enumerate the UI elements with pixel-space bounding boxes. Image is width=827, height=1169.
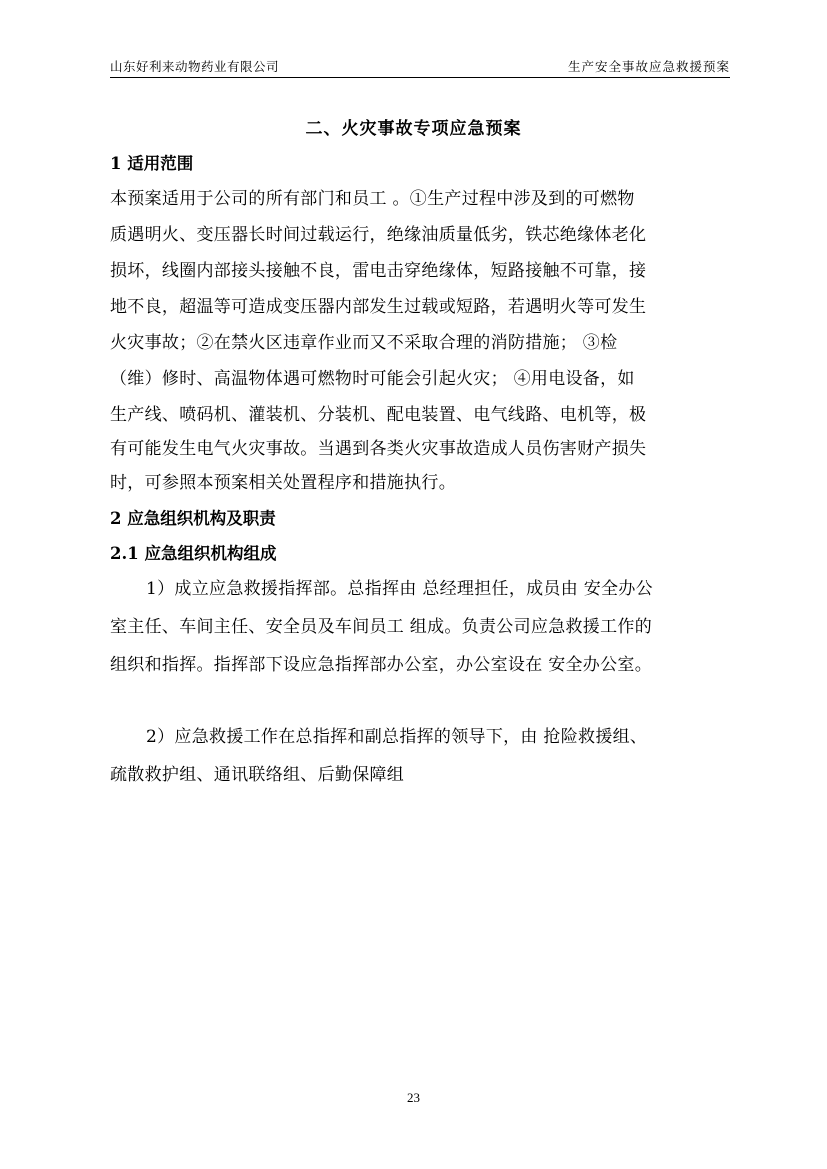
header-doc-title: 生产安全事故应急救援预案 — [567, 59, 730, 74]
paragraph-line: 地不良，超温等可造成变压器内部发生过载或短路，若遇明火等可发生 — [110, 297, 647, 317]
paragraph-line: 生产线、喷码机、灌装机、分装机、配电装置、电气线路、电机等，极 — [110, 405, 647, 425]
heading-organization: 2 应急组织机构及职责 — [110, 509, 276, 528]
section-title: 二、火灾事故专项应急预案 — [305, 119, 522, 139]
paragraph-line: 损坏，线圈内部接头接触不良，雷电击穿绝缘体，短路接触不可靠，接 — [110, 261, 647, 281]
paragraph-line: 组织和指挥。指挥部下设应急指挥部办公室，办公室设在 安全办公室。 — [110, 655, 653, 675]
page-header — [110, 55, 730, 78]
paragraph-line: 有可能发生电气火灾事故。当遇到各类火灾事故造成人员伤害财产损失 — [110, 439, 647, 459]
paragraph-line: 火灾事故；②在禁火区违章作业而又不采取合理的消防措施； ③检 — [110, 333, 618, 353]
paragraph-line: 室主任、车间主任、安全员及车间员工 组成。负责公司应急救援工作的 — [110, 617, 653, 637]
paragraph-line: 疏散救护组、通讯联络组、后勤保障组 — [110, 765, 405, 785]
heading-scope: 1 适用范围 — [110, 154, 194, 173]
paragraph-line: 时，可参照本预案相关处置程序和措施执行。 — [110, 473, 456, 493]
paragraph-line: 2）应急救援工作在总指挥和副总指挥的领导下，由 抢险救援组、 — [146, 727, 648, 747]
header-company: 山东好利来动物药业有限公司 — [110, 59, 280, 74]
heading-organization-composition: 2.1 应急组织机构组成 — [110, 544, 277, 563]
paragraph-line: 本预案适用于公司的所有部门和员工 。①生产过程中涉及到的可燃物 — [110, 189, 635, 209]
page-number: 23 — [407, 1090, 420, 1105]
paragraph-line: （维）修时、高温物体遇可燃物时可能会引起火灾； ④用电设备，如 — [110, 369, 635, 389]
paragraph-line: 1）成立应急救援指挥部。总指挥由 总经理担任，成员由 安全办公 — [146, 579, 653, 599]
paragraph-line: 质遇明火、变压器长时间过载运行，绝缘油质量低劣，铁芯绝缘体老化 — [110, 225, 647, 245]
